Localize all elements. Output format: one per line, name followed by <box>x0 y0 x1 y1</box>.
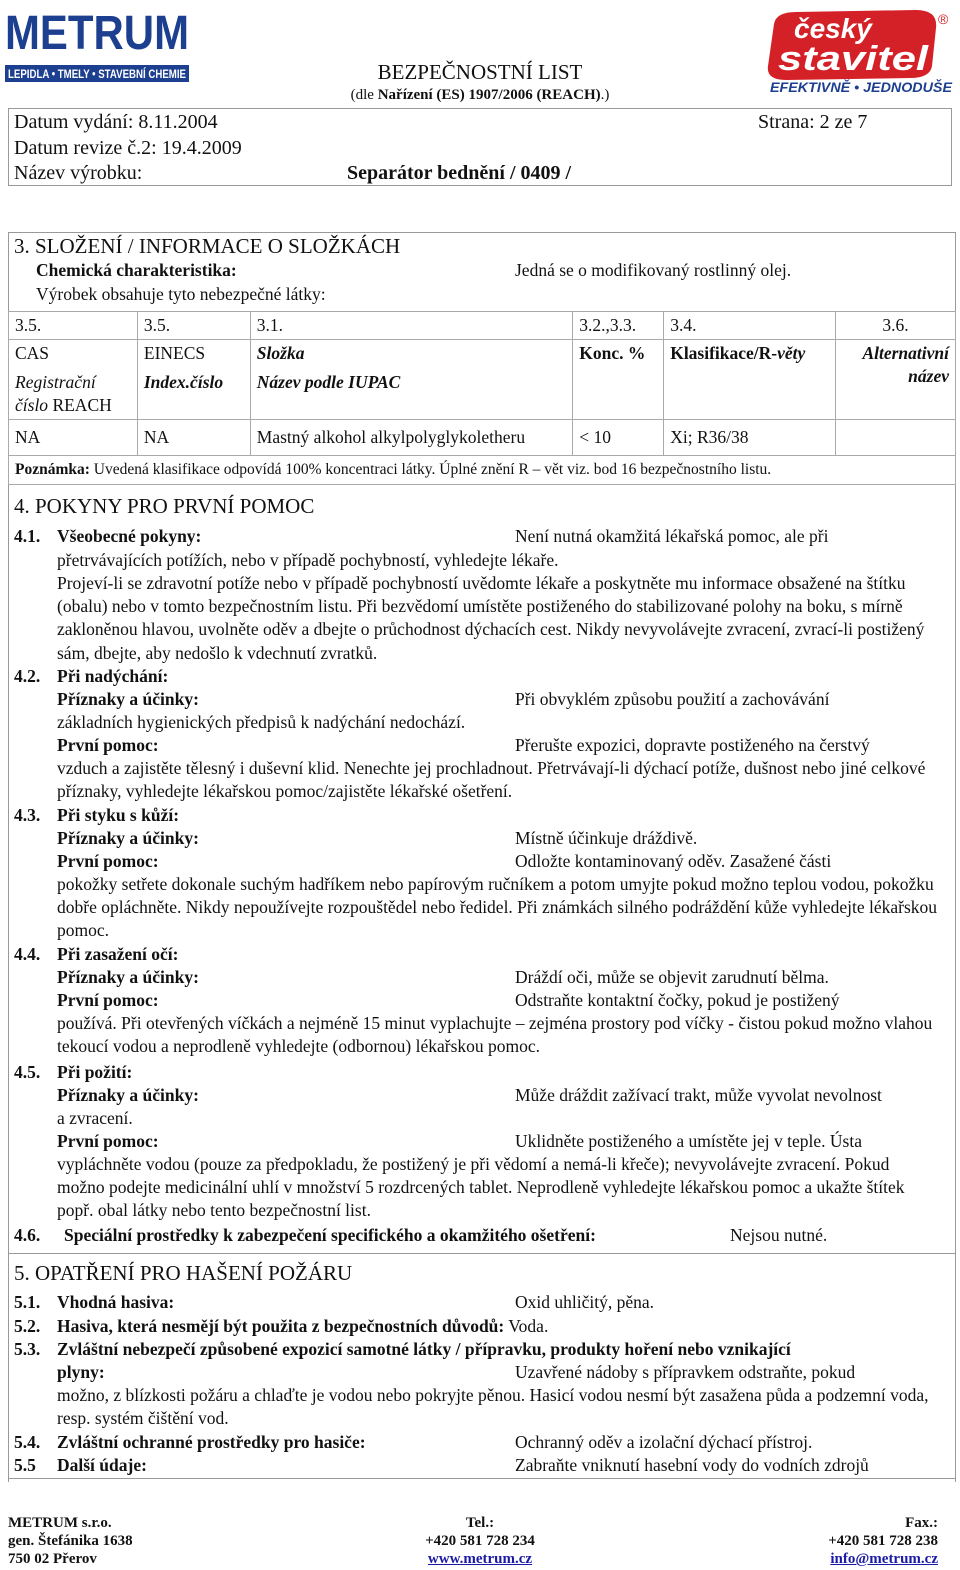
alt-label-1: Alternativní <box>862 343 949 363</box>
ref-cell: 3.4. <box>664 312 836 340</box>
s52-number: 5.2. <box>14 1316 41 1336</box>
metrum-logo-tagline: LEPIDLA • TMELY • STAVEBNÍ CHEMIE <box>8 69 220 81</box>
component-label: Složka <box>256 343 305 363</box>
footer-contact <box>380 1514 580 1568</box>
s41-value: Není nutná okamžitá lékařská pomoc, ale při <box>515 526 829 546</box>
s44-first-aid-label: První pomoc: <box>57 990 159 1010</box>
footer-city: 750 02 Přerov <box>8 1551 97 1567</box>
header-class <box>664 340 836 420</box>
subtitle-pre: (dle <box>350 87 378 103</box>
s42-symptoms-line2: základních hygienických předpisů k nadýchání nedochází. <box>57 712 466 732</box>
issue-date: Datum vydání: 8.11.2004 <box>14 111 218 133</box>
s44-title: Při zasažení očí: <box>57 944 179 964</box>
chemical-characteristic-value: Jedná se o modifikovaný rostlinný olej. <box>515 260 792 280</box>
document-subtitle <box>250 86 710 104</box>
s42-symptoms-label: Příznaky a účinky: <box>57 689 199 709</box>
class-label-1: Klasifikace/R- <box>670 343 778 363</box>
table-row <box>9 420 956 456</box>
s44-number: 4.4. <box>14 944 41 964</box>
s51-value: Oxid uhličitý, pěna. <box>515 1292 655 1312</box>
hazard-intro: Výrobek obsahuje tyto nebezpečné látky: <box>36 284 326 304</box>
s43-first-aid-label: První pomoc: <box>57 851 159 871</box>
ref-cell: 3.5. <box>137 312 250 340</box>
note-cell <box>9 456 956 485</box>
row-component: Mastný alkohol alkylpolyglykoletheru <box>250 420 572 456</box>
s45-first-aid-paragraph: vypláchněte vodou (pouze za předpokladu, že postižený je při vědomí a nemá-li křeče); nevyvolávejte zvracení. Pokud možno podejte medicinální uhlí v množství 5 rozdrcených tablet. Neprodleně vyhledejte lékařskou pomoc a ukažte štítek popř. obal látky nebo tento bezpečnostní list. <box>57 1154 905 1221</box>
metrum-logo-name: METRUM <box>5 7 189 60</box>
s44-first-aid-value: Odstraňte kontaktní čočky, pokud je postižený <box>515 990 840 1010</box>
section4-title: 4. POKYNY PRO PRVNÍ POMOC <box>14 494 315 518</box>
s45-symptoms-line2: a zvracení. <box>57 1108 133 1128</box>
stavitel-logo-tagline: EFEKTIVNĚ • JEDNODUŠE <box>770 79 949 95</box>
s43-title: Při styku s kůží: <box>57 805 180 825</box>
s45-first-aid-value: Uklidněte postiženého a umístěte jej v teple. Ústa <box>515 1131 862 1151</box>
table-note-row <box>9 456 956 485</box>
footer-tel-label: Tel.: <box>465 1515 495 1531</box>
s41-line2: přetrvávajících potížích, nebo v případě pochybností, vyhledejte lékaře. <box>57 550 559 570</box>
row-alt <box>836 420 956 456</box>
s42-title: Při nadýchání: <box>57 666 169 686</box>
s45-symptoms-value: Může dráždit zažívací trakt, může vyvolat nevolnost <box>515 1085 882 1105</box>
stavitel-logo-registered: ® <box>938 11 949 27</box>
stavitel-logo-line1: český <box>794 13 872 44</box>
s43-first-aid-paragraph: pokožky setřete dokonale suchým hadříkem nebo papírovým ručníkem a potom umyjte pokud možno teplou vodou, pokožku dobře opláchněte. Nikdy nepoužívejte rozpouštědel nebo ředidel. Při známkách silného podráždění kůže vyhledejte lékařskou pomoc. <box>57 874 938 941</box>
cesky-stavitel-logo <box>766 6 956 96</box>
row-conc: < 10 <box>573 420 664 456</box>
footer-fax-label: Fax.: <box>905 1515 938 1531</box>
s46-label: Speciální prostředky k zabezpečení specifického a okamžitého ošetření: <box>64 1225 596 1245</box>
page-number: Strana: 2 ze 7 <box>758 111 868 133</box>
footer-street: gen. Štefánika 1638 <box>8 1533 133 1549</box>
footer-web-link[interactable]: www.metrum.cz <box>427 1551 533 1567</box>
stavitel-logo-line2: stavitel <box>778 40 930 78</box>
metrum-logo <box>5 5 220 85</box>
s42-first-aid-paragraph: vzduch a zajistěte tělesný i duševní klid. Nenechte jej prochladnout. Přetrvávají-li dýchací potíže, dušnost nebo jiné celkové příznaky, vyhledejte lékařskou pomoc/zajistěte lékařské ošetření. <box>57 758 926 802</box>
s54-value: Ochranný oděv a izolační dýchací přístroj. <box>515 1432 813 1452</box>
s45-number: 4.5. <box>14 1062 41 1082</box>
index-label: Index.číslo <box>143 372 224 392</box>
header-component <box>250 340 572 420</box>
s44-symptoms-label: Příznaky a účinky: <box>57 967 199 987</box>
cas-label: CAS <box>15 343 50 363</box>
table-header-row <box>9 340 956 420</box>
s46-number: 4.6. <box>14 1225 41 1245</box>
s51-label: Vhodná hasiva: <box>57 1292 175 1312</box>
class-label-2: věty <box>777 343 806 363</box>
note-label: Poznámka: <box>15 461 90 478</box>
revision-date: Datum revize č.2: 19.4.2009 <box>14 137 242 159</box>
subtitle-post: .) <box>600 87 610 103</box>
s55-value: Zabraňte vniknutí hasební vody do vodních zdrojů <box>515 1455 869 1475</box>
section-divider <box>8 1253 956 1254</box>
s55-label: Další údaje: <box>57 1455 147 1475</box>
s52-line <box>57 1315 548 1338</box>
s54-label: Zvláštní ochranné prostředky pro hasiče: <box>57 1432 366 1452</box>
reg-label-2: číslo <box>15 395 49 415</box>
s55-number: 5.5 <box>14 1455 36 1475</box>
section3-title: 3. SLOŽENÍ / INFORMACE O SLOŽKÁCH <box>14 234 401 258</box>
s43-first-aid-value: Odložte kontaminovaný oděv. Zasažené části <box>515 851 832 871</box>
s41-number: 4.1. <box>14 526 41 546</box>
s41-paragraph: Projeví-li se zdravotní potíže nebo v případě pochybností uvědomte lékaře a poskytněte mu informace obsažené na štítku (obalu) nebo v tomto bezpečnostním listu. Při bezvědomí umístěte postiženého do stabilizované polohy na boku, s mírně zakloněnou hlavou, uvolněte oděv a dbejte o průchodnost dýchacích cest. Nikdy nevyvolávejte zvracení, zvrací-li postižený sám, dbejte, aby nedošlo k vdechnutí zvratků. <box>57 573 925 663</box>
header-cas <box>9 340 138 420</box>
header-alt <box>836 340 956 420</box>
footer-fax-number: +420 581 728 238 <box>828 1533 938 1549</box>
einecs-label: EINECS <box>143 343 206 363</box>
s43-number: 4.3. <box>14 805 41 825</box>
s42-number: 4.2. <box>14 666 41 686</box>
reg-label-3: REACH <box>52 395 112 415</box>
row-class: Xi; R36/38 <box>664 420 836 456</box>
row-einecs: NA <box>137 420 250 456</box>
s44-first-aid-paragraph: používá. Při otevřených víčkách a nejméně 15 minut vyplachujte – zejména prostory pod víčky - čistou pokud možno vlahou tekoucí vodou a neprodleně vyhledejte (odbornou) lékařskou pomoc. <box>57 1013 933 1057</box>
composition-table <box>8 311 956 485</box>
note-text: Uvedená klasifikace odpovídá 100% koncentraci látky. Úplné znění R – vět viz. bod 16 bezpečnostního listu. <box>93 461 772 478</box>
s52-value: Voda. <box>508 1316 549 1336</box>
s45-symptoms-label: Příznaky a účinky: <box>57 1085 199 1105</box>
ref-cell: 3.6. <box>836 312 956 340</box>
section5-title: 5. OPATŘENÍ PRO HAŠENÍ POŽÁRU <box>14 1261 353 1285</box>
s41-label: Všeobecné pokyny: <box>57 526 202 546</box>
ref-cell: 3.2.,3.3. <box>573 312 664 340</box>
product-name: Separátor bednění / 0409 / <box>347 162 572 184</box>
s45-title: Při požití: <box>57 1062 133 1082</box>
s45-first-aid-label: První pomoc: <box>57 1131 159 1151</box>
ref-cell: 3.5. <box>9 312 138 340</box>
footer-tel: +420 581 728 234 <box>425 1533 535 1549</box>
reg-label-1: Registrační <box>15 372 96 392</box>
s42-first-aid-value: Přerušte expozici, dopravte postiženého na čerstvý <box>515 735 870 755</box>
s53-label-2: plyny: <box>57 1362 105 1382</box>
row-cas: NA <box>9 420 138 456</box>
s42-first-aid-label: První pomoc: <box>57 735 159 755</box>
ref-cell: 3.1. <box>250 312 572 340</box>
header-conc: Konc. % <box>573 340 664 420</box>
header-einecs <box>137 340 250 420</box>
content-bottom-rule <box>8 1478 956 1479</box>
s53-label-1: Zvláštní nebezpečí způsobené expozicí samotné látky / přípravku, produkty hoření nebo vznikající <box>57 1339 791 1359</box>
footer-company: METRUM s.r.o. <box>8 1515 112 1531</box>
s52-label: Hasiva, která nesmějí být použita z bezpečnostních důvodů: <box>57 1316 505 1336</box>
footer-email-link[interactable]: info@metrum.cz <box>830 1551 938 1567</box>
s43-symptoms-label: Příznaky a účinky: <box>57 828 199 848</box>
footer-fax <box>760 1514 938 1568</box>
s53-paragraph: možno, z blízkosti požáru a chlaďte je vodou nebo pokryjte pěnou. Hasicí vodou nesmí být zasažena půda a podzemní voda, resp. systém čištění vod. <box>57 1385 929 1429</box>
subtitle-regulation: Nařízení (ES) 1907/2006 (REACH) <box>377 87 601 103</box>
document-title: BEZPEČNOSTNÍ LIST <box>377 60 583 84</box>
s53-number: 5.3. <box>14 1339 41 1359</box>
s44-symptoms-value: Dráždí oči, může se objevit zarudnutí bělma. <box>515 967 829 987</box>
footer-address <box>8 1514 133 1568</box>
alt-label-2: název <box>908 366 949 386</box>
s53-value: Uzavřené nádoby s přípravkem odstraňte, pokud <box>515 1362 856 1382</box>
chemical-characteristic-label: Chemická charakteristika: <box>36 260 237 280</box>
iupac-label: Název podle IUPAC <box>256 372 401 392</box>
s46-value: Nejsou nutné. <box>730 1225 828 1245</box>
s43-symptoms-value: Místně účinkuje dráždivě. <box>515 828 698 848</box>
s51-number: 5.1. <box>14 1292 41 1312</box>
s54-number: 5.4. <box>14 1432 41 1452</box>
product-label: Název výrobku: <box>14 162 143 184</box>
table-ref-row <box>9 312 956 340</box>
s42-symptoms-value: Při obvyklém způsobu použití a zachovávání <box>515 689 830 709</box>
